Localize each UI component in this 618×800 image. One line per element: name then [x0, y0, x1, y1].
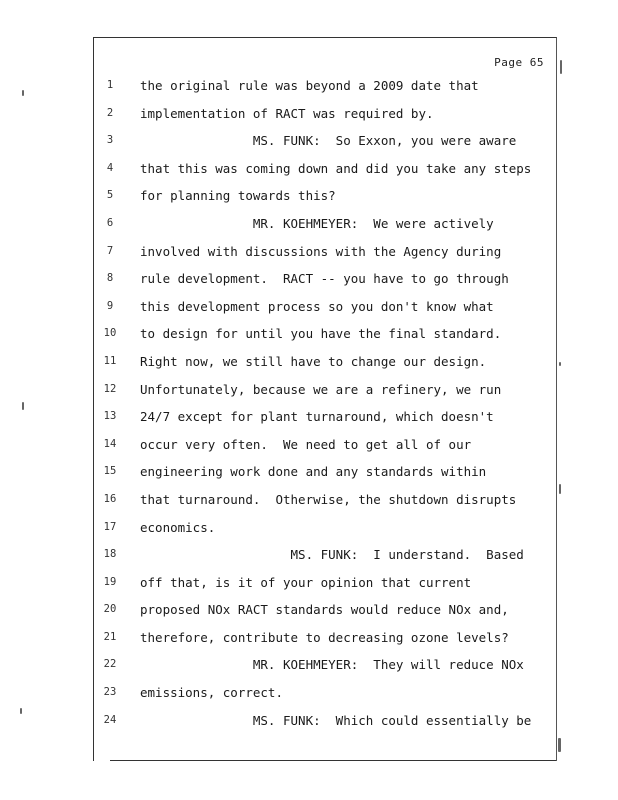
line-text: therefore, contribute to decreasing ozone levels? — [140, 629, 509, 645]
line-number: 13 — [103, 410, 117, 423]
bottom-rule — [110, 760, 556, 761]
transcript-line — [94, 216, 556, 244]
line-number: 24 — [103, 713, 117, 726]
line-text: for planning towards this? — [140, 188, 336, 204]
line-number: 8 — [106, 272, 114, 285]
transcript-line — [94, 602, 556, 630]
page-number: Page 65 — [494, 56, 544, 69]
line-number: 20 — [103, 603, 117, 616]
line-number: 5 — [106, 189, 114, 202]
line-number: 16 — [103, 492, 117, 505]
line-text: that turnaround. Otherwise, the shutdown disrupts — [140, 491, 517, 507]
transcript-line — [94, 630, 556, 658]
transcript-line — [94, 78, 556, 106]
line-text: 24/7 except for plant turnaround, which doesn't — [140, 409, 494, 425]
transcript-line — [94, 244, 556, 272]
line-text: MS. FUNK: I understand. Based — [140, 547, 524, 563]
transcript-line — [94, 713, 556, 741]
line-text: MS. FUNK: So Exxon, you were aware — [140, 133, 517, 149]
transcript-line — [94, 437, 556, 465]
line-text: economics. — [140, 519, 216, 535]
scan-mark — [22, 402, 24, 410]
line-number: 15 — [103, 465, 117, 478]
transcript-page — [93, 37, 557, 761]
transcript-line — [94, 685, 556, 713]
line-number: 9 — [106, 299, 114, 312]
transcript-line — [94, 106, 556, 134]
transcript-line — [94, 547, 556, 575]
transcript-line — [94, 133, 556, 161]
transcript-lines — [94, 78, 556, 740]
line-text: MR. KOEHMEYER: They will reduce NOx — [140, 657, 524, 673]
line-number: 10 — [103, 327, 117, 340]
line-text: rule development. RACT -- you have to go through — [140, 271, 509, 287]
scan-mark — [559, 362, 561, 366]
transcript-line — [94, 409, 556, 437]
line-text: proposed NOx RACT standards would reduce NOx and, — [140, 602, 509, 618]
line-number: 7 — [106, 244, 114, 257]
transcript-line — [94, 492, 556, 520]
transcript-line — [94, 520, 556, 548]
scan-mark — [560, 60, 562, 74]
scan-mark — [558, 738, 561, 752]
scan-mark — [22, 90, 24, 96]
line-text: Right now, we still have to change our design. — [140, 353, 487, 369]
line-number: 6 — [106, 216, 114, 229]
line-text: Unfortunately, because we are a refinery, we run — [140, 381, 502, 397]
line-number: 14 — [103, 437, 117, 450]
line-text: involved with discussions with the Agency during — [140, 243, 502, 259]
line-text: emissions, correct. — [140, 685, 283, 701]
line-text: the original rule was beyond a 2009 date that — [140, 78, 479, 93]
scan-mark — [559, 484, 561, 494]
line-text: to design for until you have the final standard. — [140, 326, 502, 342]
line-text: MR. KOEHMEYER: We were actively — [140, 215, 494, 231]
line-text: occur very often. We need to get all of our — [140, 436, 472, 452]
line-number: 3 — [106, 134, 114, 147]
line-number: 12 — [103, 382, 117, 395]
line-text: MS. FUNK: Which could essentially be — [140, 712, 532, 728]
line-number: 1 — [106, 79, 114, 91]
line-number: 18 — [103, 548, 117, 561]
transcript-line — [94, 188, 556, 216]
line-text: that this was coming down and did you take any steps — [140, 160, 532, 176]
line-number: 4 — [106, 161, 114, 174]
line-number: 23 — [103, 686, 117, 699]
line-number: 17 — [103, 520, 117, 533]
line-text: off that, is it of your opinion that current — [140, 574, 472, 590]
line-number: 11 — [103, 354, 117, 367]
transcript-line — [94, 299, 556, 327]
transcript-line — [94, 657, 556, 685]
transcript-line — [94, 382, 556, 410]
transcript-line — [94, 575, 556, 603]
line-text: engineering work done and any standards within — [140, 464, 487, 480]
transcript-line — [94, 271, 556, 299]
line-number: 21 — [103, 630, 117, 643]
line-number: 19 — [103, 575, 117, 588]
scan-mark — [20, 708, 22, 714]
line-text: this development process so you don't know what — [140, 298, 494, 314]
transcript-line — [94, 326, 556, 354]
transcript-line — [94, 464, 556, 492]
line-text: implementation of RACT was required by. — [140, 105, 434, 121]
transcript-line — [94, 161, 556, 189]
transcript-line — [94, 354, 556, 382]
line-number: 2 — [106, 106, 114, 119]
line-number: 22 — [103, 658, 117, 671]
